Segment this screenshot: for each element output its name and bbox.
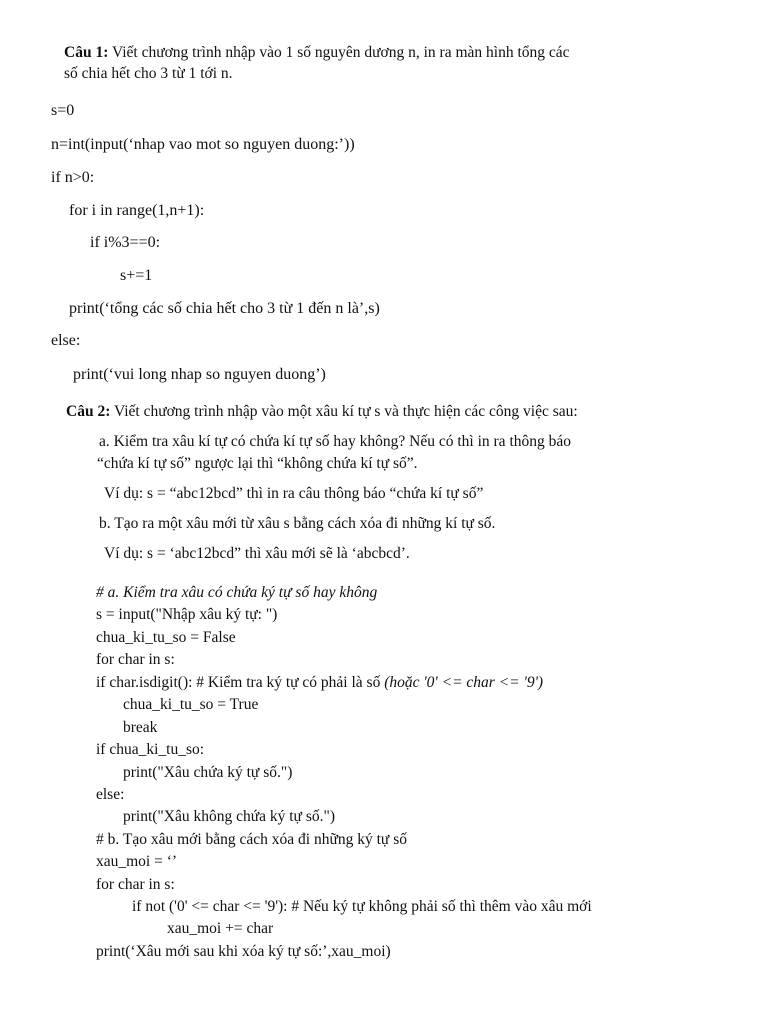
code2-if-not-comment: # Nếu ký tự không phải số thì thêm vào xâu mới <box>287 898 592 915</box>
code2-comment-a <box>96 584 377 602</box>
code2-line-for2: for char in s: <box>96 876 175 893</box>
code2-line-print2: print("Xâu không chứa ký tự số.") <box>123 808 335 825</box>
code2-line-print3: print(‘Xâu mới sau khi xóa ký tự số:’,xau_moi) <box>96 943 391 960</box>
question-2-label: Câu 2: <box>66 403 111 420</box>
code2-line-for1: for char in s: <box>96 651 175 668</box>
code2-if-digit-comment: # Kiểm tra ký tự có phải là số <box>192 674 385 691</box>
question-2a-line-2: “chứa kí tự số” ngược lại thì “không chứa kí tự số”. <box>97 455 418 472</box>
question-2b-example: Ví dụ: s = ‘abc12bcd” thì xâu mới sẽ là ‘abcbcd’. <box>104 545 410 562</box>
code1-line-6: s+=1 <box>120 267 153 284</box>
code2-if-not-code: if not ('0' <= char <= '9'): <box>132 898 288 915</box>
code2-comment-a-text: # a. Kiểm tra xâu có chứa ký tự số hay không <box>96 584 378 601</box>
question-2a-example: Ví dụ: s = “abc12bcd” thì in ra câu thông báo “chứa kí tự số” <box>104 485 484 502</box>
code2-if-digit-italic: (hoặc '0' <= char <= '9') <box>384 674 544 691</box>
question-2-text: Viết chương trình nhập vào một xâu kí tự s và thực hiện các công việc sau: <box>110 403 578 420</box>
code1-line-5: if i%3==0: <box>90 234 161 251</box>
code2-line-input: s = input("Nhập xâu ký tự: ") <box>96 606 278 623</box>
code1-line-2: n=int(input(‘nhap vao mot so nguyen duong:’)) <box>51 136 355 153</box>
code2-line-init: chua_ki_tu_so = False <box>96 629 236 646</box>
question-1-line-1 <box>64 44 570 62</box>
question-1-text: Viết chương trình nhập vào 1 số nguyên dương n, in ra màn hình tổng các <box>108 44 570 61</box>
code1-line-9: print(‘vui long nhap so nguyen duong’) <box>73 366 326 383</box>
code2-line-if-not <box>132 898 592 916</box>
code1-line-1: s=0 <box>51 102 75 119</box>
question-2a-line-1: a. Kiểm tra xâu kí tự có chứa kí tự số hay không? Nếu có thì in ra thông báo <box>99 433 572 450</box>
question-2b-line: b. Tạo ra một xâu mới từ xâu s bằng cách xóa đi những kí tự số. <box>99 515 496 532</box>
question-1-label: Câu 1: <box>64 44 109 61</box>
code1-line-4: for i in range(1,n+1): <box>69 202 205 219</box>
code1-line-8: else: <box>51 332 81 349</box>
code2-line-append: xau_moi += char <box>167 920 274 937</box>
code2-line-print1: print("Xâu chứa ký tự số.") <box>123 764 293 781</box>
code2-comment-b: # b. Tạo xâu mới bằng cách xóa đi những ký tự số <box>96 831 407 848</box>
code2-line-if2: if chua_ki_tu_so: <box>96 741 205 758</box>
code2-if-digit-code: if char.isdigit(): <box>96 674 193 691</box>
code2-line-set-true: chua_ki_tu_so = True <box>123 696 259 713</box>
code2-line-break: break <box>123 719 158 736</box>
question-2-line <box>66 403 578 421</box>
code1-line-7: print(‘tổng các số chia hết cho 3 từ 1 đến n là’,s) <box>69 300 380 317</box>
code2-line-xau-init: xau_moi = ‘’ <box>96 853 178 870</box>
code2-line-if-digit <box>96 674 543 692</box>
code1-line-3: if n>0: <box>51 169 95 186</box>
question-1-line-2: số chia hết cho 3 từ 1 tới n. <box>64 65 233 82</box>
code2-line-else: else: <box>96 786 125 803</box>
